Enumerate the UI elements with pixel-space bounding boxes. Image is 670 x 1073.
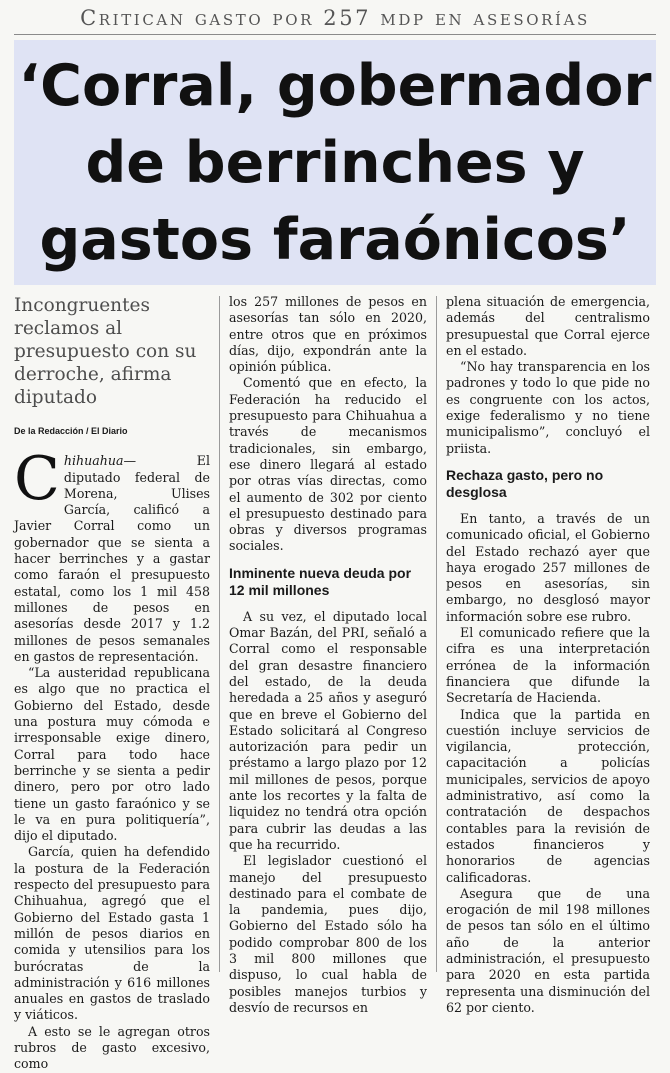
article-column-2 [229, 294, 427, 1016]
paragraph: En tanto, a través de un comunicado oficial, el Gobierno del Estado rechazó ayer que haya erogado 257 millones de pesos en asesorías, sin embargo, no desglosó mayor información sobre ese rubro. [446, 510, 650, 624]
subheadline: Incongruentes reclamos al presupuesto con su derroche, afirma diputado [14, 295, 197, 408]
paragraph: Indica que la partida en cuestión incluye servicios de vigilancia, protección, capacitación a policías municipales, servicios de apoyo administrativo, así como la contratación de despachos contables para la revisión de estados financieros y honorarios de agencias calificadoras. [446, 706, 650, 885]
article-kicker: Critican gasto por 257 mdp en asesorías [80, 6, 590, 30]
paragraph: Comentó que en efecto, la Federación ha reducido el presupuesto para Chihuahua a través de mecanismos tradicionales, sin embargo, ese dinero llegará al estado por otras vías directas, como el aumento de 302 por ciento el presupuesto destinado para obras y diversos programas sociales. [229, 375, 427, 554]
article-column-3 [446, 294, 650, 1016]
article-column-1 [14, 294, 210, 1073]
section-heading: Inminente nueva deuda por 12 mil millones [229, 564, 412, 598]
paragraph: El legislador cuestionó el manejo del presupuesto destinado para el combate de la pandemia, pues dijo, Gobierno del Estado sólo ha podido comprobar 800 de los 3 mil 800 millones que dispuso, lo cual habla de posibles manejos turbios y desvío de recursos en [229, 853, 427, 1015]
headline-box [14, 40, 656, 285]
section-heading: Rechaza gasto, pero no desglosa [446, 466, 604, 500]
headline-line-2: de berrinches y [85, 130, 585, 196]
headline-line-3: gastos faraónicos’ [39, 207, 631, 273]
headline [14, 40, 656, 279]
column-divider-2 [436, 296, 437, 972]
paragraph: “No hay transparencia en los padrones y todo lo que pide no es congruente con los actos, exige federalismo y no tiene municipalismo”, concluyó el priista. [446, 359, 650, 456]
headline-line-1: ‘Corral, gobernador [18, 53, 652, 119]
dateline-city: hihuahua [63, 453, 124, 469]
paragraph: A su vez, el diputado local Omar Bazán, del PRI, señaló a Corral como el responsable del gran desastre financiero del estado, de la deuda heredada a 25 años y aseguró que en breve el Gobierno del Estado solicitará al Congreso autorización para pedir un préstamo a largo plazo por 12 mil millones de pesos, porque ante los recortes y la falta de liquidez no tendrá otra opción para cubrir las deudas a las que ha recurrido. [229, 608, 427, 852]
column-divider-1 [219, 296, 220, 972]
paragraph: El comunicado refiere que la cifra es una interpretación errónea de la información financiera que difunde la Secretaría de Hacienda. [446, 625, 650, 706]
paragraph: A esto se le agregan otros rubros de gasto excesivo, como [14, 1023, 210, 1072]
lead-text: — El diputado federal de Morena, Ulises García, calificó a Javier Corral como un gobernador que se sienta a hacer berrinches y a gastar como faraón el presupuesto estatal, como los 1 mil 458 millones de pesos en asesorías desde 2017 y 1.2 millones de pesos semanales en gastos de representación. [14, 453, 210, 664]
kicker-rule [14, 34, 656, 35]
paragraph: plena situación de emergencia, además del centralismo presupuestal que Corral ejerce en el estado. [446, 294, 650, 358]
paragraph: “La austeridad republicana es algo que no practica el Gobierno del Estado, desde una postura muy cómoda e irresponsable exige dinero, Corral para todo hace berrinche y se sienta a pedir dinero, pero por otro lado tiene un gasto faraónico y se le va en pura politiquería”, dijo el diputado. [14, 665, 210, 844]
paragraph: los 257 millones de pesos en asesorías tan sólo en 2020, entre otros que en próximos días, dijo, expondrán ante la opinión pública. [229, 294, 427, 375]
paragraph: Asegura que de una erogación de mil 198 millones de pesos tan sólo en el último año de la anterior administración, el presupuesto para 2020 en esta partida representa una disminución del 62 por ciento. [446, 885, 650, 1015]
paragraph: García, quien ha defendido la postura de la Federación respecto del presupuesto para Chihuahua, agregó que el Gobierno del Estado gasta 1 millón de pesos diarios en comida y utensilios para los burócratas de la administración y 616 millones anuales en gastos de traslado y viáticos. [14, 844, 210, 1023]
drop-cap: C [14, 444, 60, 515]
byline: De la Redacción / El Diario [14, 426, 128, 436]
lead-paragraph [14, 444, 210, 665]
